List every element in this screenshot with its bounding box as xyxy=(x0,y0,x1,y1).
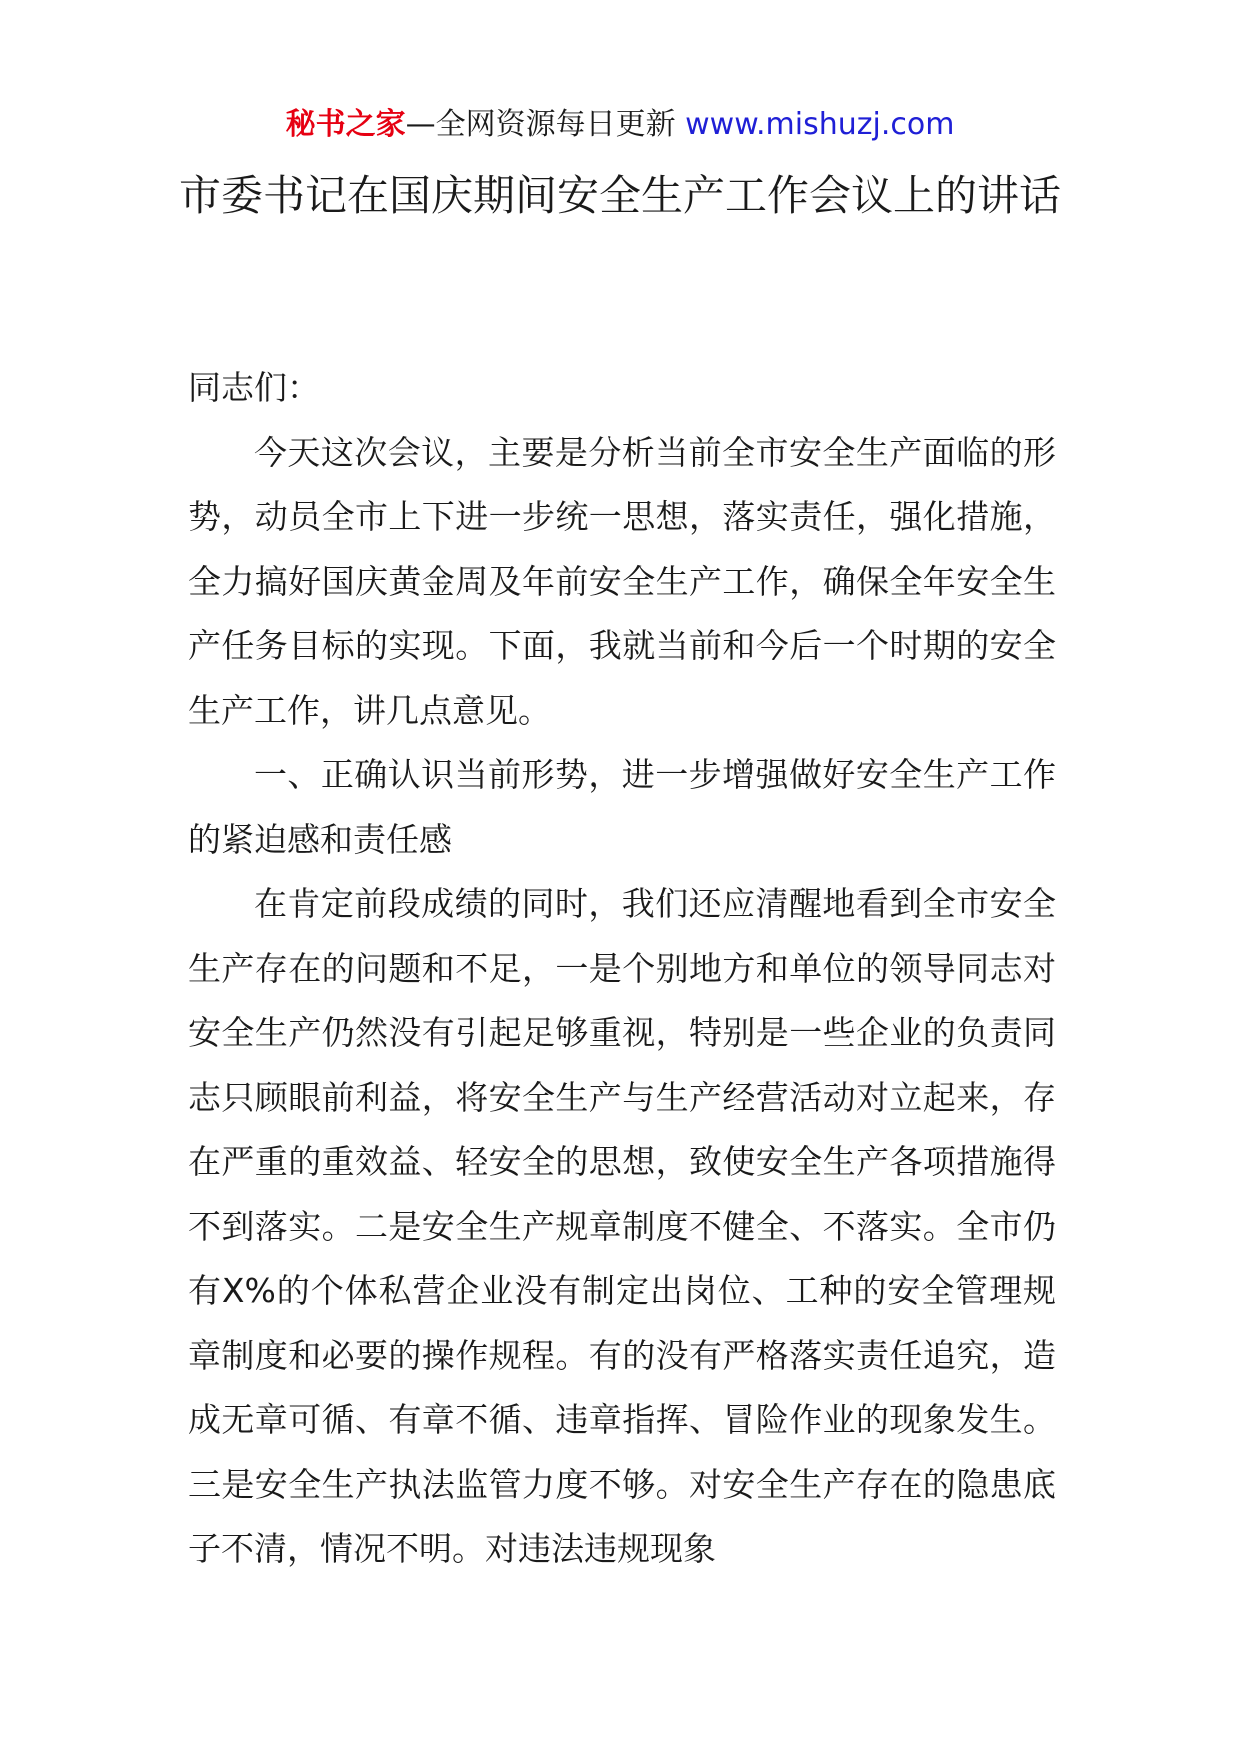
document-body xyxy=(188,356,1056,1582)
site-banner xyxy=(0,104,1240,146)
salutation: 同志们： xyxy=(188,368,320,407)
banner-slogan: —全网资源每日更新 xyxy=(405,107,676,142)
document-title: 市委书记在国庆期间安全生产工作会议上的讲话 xyxy=(178,171,1061,220)
paragraph-problems: 在肯定前段成绩的同时，我们还应清醒地看到全市安全生产存在的问题和不足，一是个别地方和单位的领导同志对安全生产仍然没有引起足够重视，特别是一些企业的负责同志只顾眼前利益，将安全生产与生产经营活动对立起来，存在严重的重效益、轻安全的思想，致使安全生产各项措施得不到落实。二是安全生产规章制度不健全、不落实。全市仍有X%的个体私营企业没有制定出岗位、工种的安全管理规章制度和必要的操作规程。有的没有严格落实责任追究，造成无章可循、有章不循、违章指挥、冒险作业的现象发生。三是安全生产执法监管力度不够。对安全生产存在的隐患底子不清，情况不明。对违法违规现象 xyxy=(188,884,1056,1568)
paragraph-intro: 今天这次会议，主要是分析当前全市安全生产面临的形势，动员全市上下进一步统一思想，落实责任，强化措施，全力搞好国庆黄金周及年前安全生产工作，确保全年安全生产任务目标的实现。下面，我就当前和今后一个时期的安全生产工作，讲几点意见。 xyxy=(188,432,1056,730)
site-url-link[interactable]: www.mishuzj.com xyxy=(685,107,955,142)
section-heading-1: 一、正确认识当前形势，进一步增强做好安全生产工作的紧迫感和责任感 xyxy=(188,755,1056,859)
brand-name: 秘书之家 xyxy=(285,107,406,142)
